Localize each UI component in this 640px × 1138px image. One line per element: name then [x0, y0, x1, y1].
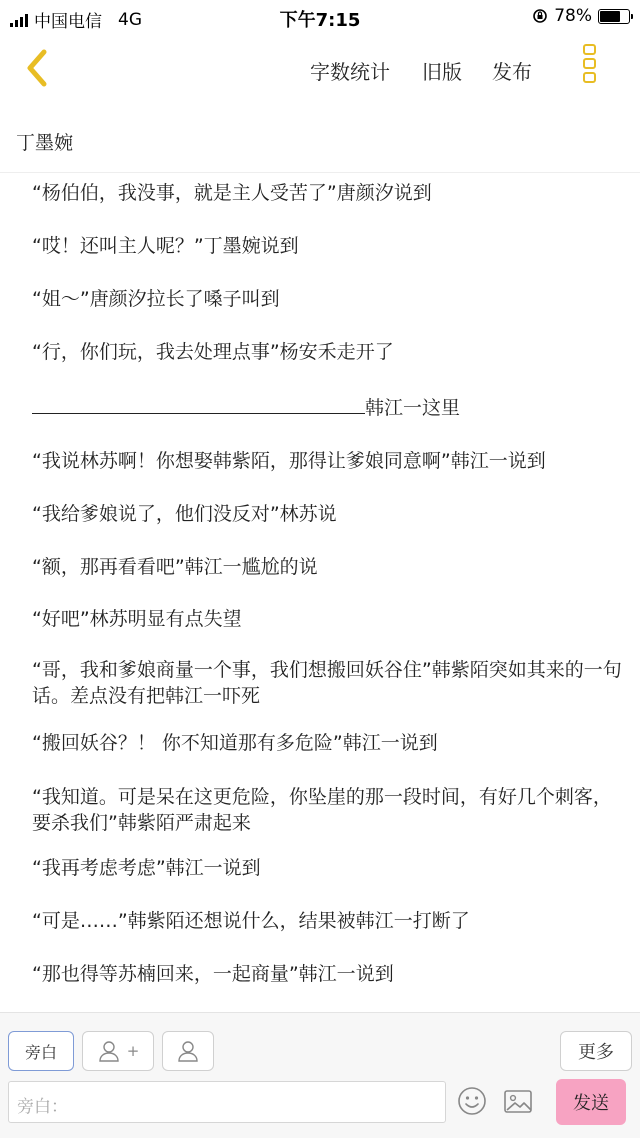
narration-role-button[interactable]: 旁白 — [8, 1031, 74, 1071]
paragraph[interactable]: “可是……”韩紫陌还想说什么，结果被韩江一打断了 — [32, 910, 470, 932]
paragraph[interactable]: “我知道。可是呆在这更危险，你坠崖的那一段时间，有好几个刺客，要杀我们”韩紫陌严肃起来 — [32, 786, 612, 834]
user-icon — [175, 1038, 201, 1064]
message-input[interactable]: 旁白： — [8, 1081, 446, 1123]
status-time: 下午7:15 — [279, 10, 361, 31]
paragraph[interactable]: “那也得等苏楠回来，一起商量”韩江一说到 — [32, 963, 394, 985]
carrier-name: 中国电信 — [34, 12, 102, 32]
image-icon — [502, 1085, 534, 1117]
header — [0, 34, 640, 104]
paragraph[interactable]: “姐～”唐颜汐拉长了嗓子叫到 — [32, 288, 280, 310]
paragraph[interactable]: “我给爹娘说了，他们没反对”林苏说 — [32, 503, 337, 525]
paragraph[interactable]: “行，你们玩，我去处理点事”杨安禾走开了 — [32, 341, 394, 363]
paragraph[interactable]: “杨伯伯，我没事，就是主人受苦了”唐颜汐说到 — [32, 182, 432, 204]
more-menu-icon[interactable] — [578, 44, 600, 90]
network-type: 4G — [118, 9, 142, 30]
paragraph[interactable]: “额，那再看看吧”韩江一尴尬的说 — [32, 556, 318, 578]
paragraph[interactable]: “搬回妖谷？！ 你不知道那有多危险”韩江一说到 — [32, 732, 438, 754]
paragraph[interactable]: “哥，我和爹娘商量一个事，我们想搬回妖谷住”韩紫陌突如其来的一句话。差点没有把韩江一吓死 — [32, 659, 622, 707]
send-button[interactable]: 发送 — [556, 1079, 626, 1125]
scene-break-paragraph[interactable] — [32, 394, 624, 421]
image-button[interactable] — [502, 1085, 534, 1117]
battery-percent: 78% — [554, 6, 592, 26]
user-add-icon — [97, 1038, 123, 1064]
old-version-button[interactable]: 旧版 — [422, 60, 462, 84]
back-button[interactable] — [18, 46, 58, 90]
chevron-left-icon — [18, 46, 58, 90]
rotation-lock-icon — [532, 8, 548, 24]
compose-bar — [0, 1012, 640, 1138]
publish-button[interactable]: 发布 — [492, 60, 532, 84]
battery-fill — [600, 11, 620, 22]
word-count-button[interactable]: 字数统计 — [310, 60, 390, 84]
scene-label: 韩江一这里 — [365, 397, 461, 419]
emoji-button[interactable] — [456, 1085, 488, 1117]
paragraph[interactable]: “我再考虑考虑”韩江一说到 — [32, 857, 261, 879]
status-right — [532, 6, 630, 26]
status-bar — [0, 0, 640, 34]
paragraph[interactable]: “我说林苏啊！你想娶韩紫陌，那得让爹娘同意啊”韩江一说到 — [32, 450, 546, 472]
more-button[interactable]: 更多 — [560, 1031, 632, 1071]
author-name: 丁墨婉 — [16, 132, 74, 154]
smiley-icon — [456, 1085, 488, 1117]
plus-sign: + — [126, 1042, 140, 1060]
battery-icon — [598, 9, 630, 24]
scene-underline — [32, 394, 365, 414]
add-role-button[interactable] — [82, 1031, 154, 1071]
divider — [0, 172, 640, 173]
paragraph[interactable]: “哎！还叫主人呢？”丁墨婉说到 — [32, 235, 299, 257]
paragraph[interactable]: “好吧”林苏明显有点失望 — [32, 608, 242, 630]
user-role-button[interactable] — [162, 1031, 214, 1071]
